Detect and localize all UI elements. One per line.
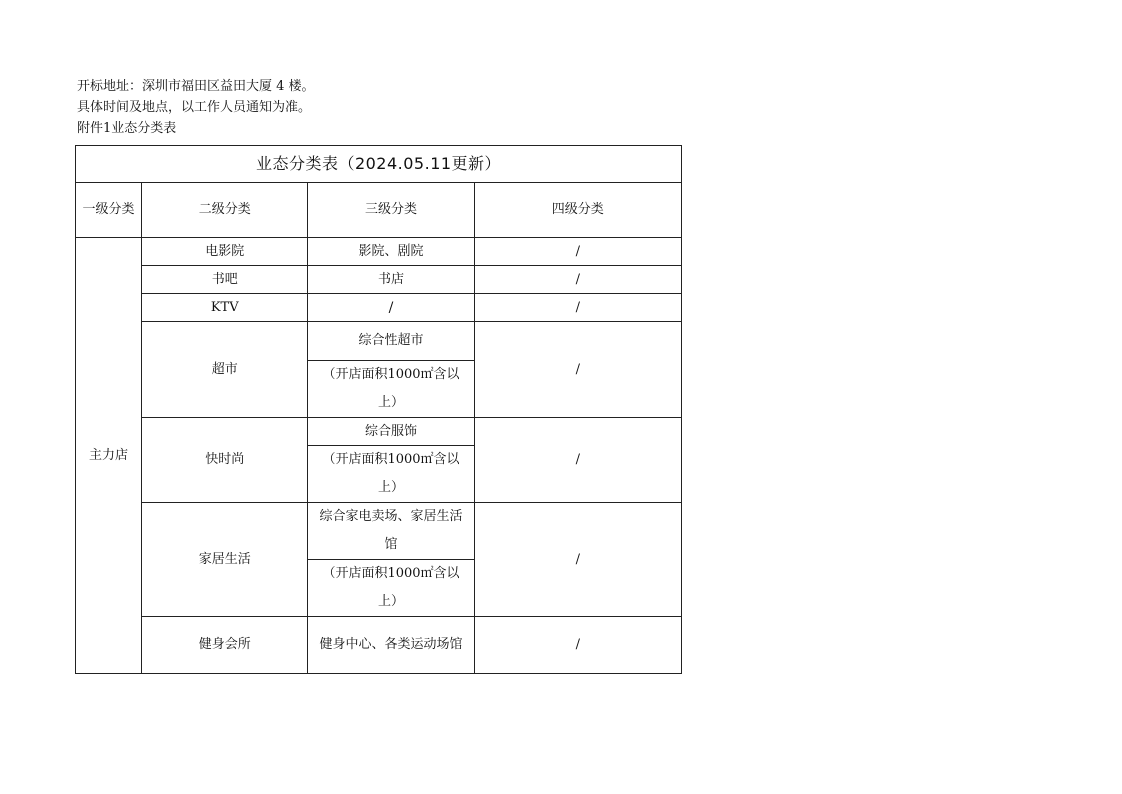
- table-row: [76, 238, 682, 266]
- level2-cell: 快时尚: [142, 418, 308, 503]
- level3-cell: 综合家电卖场、家居生活馆: [308, 503, 474, 560]
- intro-line-address: 开标地址：深圳市福田区益田大厦 4 楼。: [77, 79, 315, 94]
- level2-cell: 超市: [142, 322, 308, 418]
- level3-cell: （开店面积1000㎡含以上）: [308, 560, 474, 617]
- level2-cell: 健身会所: [142, 617, 308, 674]
- level3-cell: 综合服饰: [308, 418, 474, 446]
- table-row: [76, 322, 682, 361]
- level3-cell: 书店: [308, 266, 474, 294]
- level3-cell: （开店面积1000㎡含以上）: [308, 361, 474, 418]
- table-row: [76, 617, 682, 674]
- table-row: [76, 503, 682, 560]
- level2-cell: 电影院: [142, 238, 308, 266]
- header-level3: 三级分类: [308, 183, 474, 238]
- classification-table: [75, 145, 682, 674]
- level4-cell: /: [474, 294, 681, 322]
- level2-cell: 书吧: [142, 266, 308, 294]
- intro-line-notice: 具体时间及地点，以工作人员通知为准。: [77, 100, 312, 115]
- table-title: 业态分类表（2024.05.11更新）: [76, 146, 682, 183]
- level3-cell: （开店面积1000㎡含以上）: [308, 446, 474, 503]
- level4-cell: /: [474, 322, 681, 418]
- intro-text: [77, 76, 315, 139]
- level3-cell: 综合性超市: [308, 322, 474, 361]
- level4-cell: /: [474, 418, 681, 503]
- table-row: [76, 418, 682, 446]
- level1-cell: 主力店: [76, 238, 142, 674]
- table-row: [76, 266, 682, 294]
- intro-line-attachment: 附件1业态分类表: [77, 121, 177, 136]
- level2-cell: KTV: [142, 294, 308, 322]
- header-level2: 二级分类: [142, 183, 308, 238]
- level4-cell: /: [474, 266, 681, 294]
- level4-cell: /: [474, 503, 681, 617]
- level4-cell: /: [474, 617, 681, 674]
- level3-cell: /: [308, 294, 474, 322]
- header-level1: 一级分类: [76, 183, 142, 238]
- header-level4: 四级分类: [474, 183, 681, 238]
- level3-cell: 影院、剧院: [308, 238, 474, 266]
- level4-cell: /: [474, 238, 681, 266]
- level3-cell: 健身中心、各类运动场馆: [308, 617, 474, 674]
- table-row: [76, 294, 682, 322]
- level2-cell: 家居生活: [142, 503, 308, 617]
